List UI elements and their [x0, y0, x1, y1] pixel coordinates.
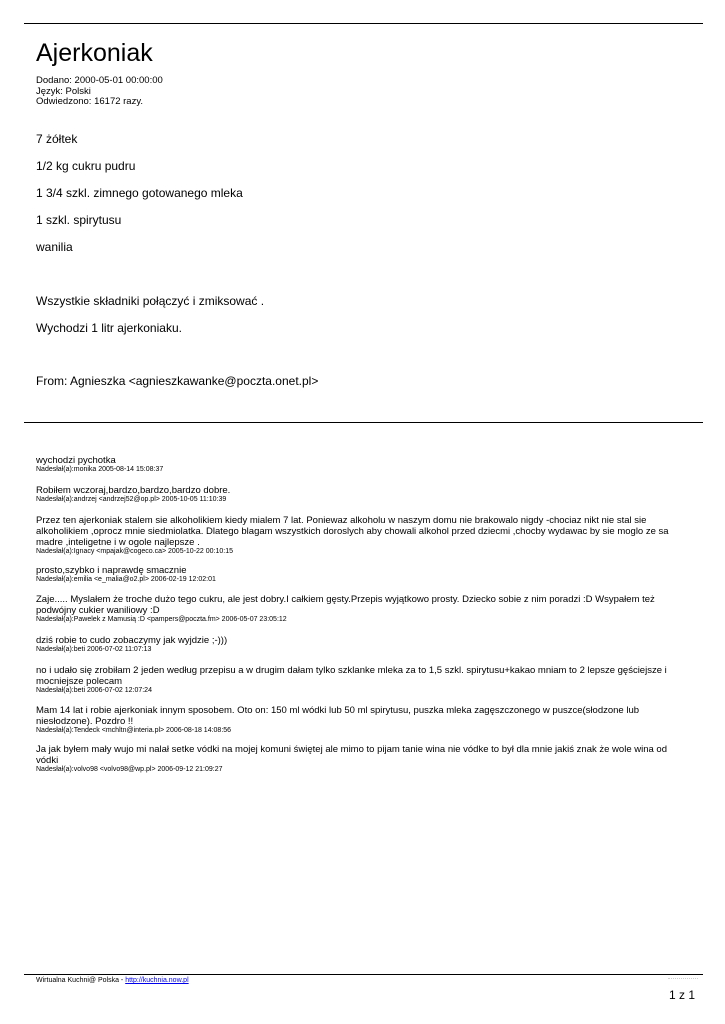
comment-signature: Nadesłał(a):beti 2006-07-02 11:07:13 [36, 646, 152, 653]
page-title: Ajerkoniak [36, 39, 153, 67]
comment [36, 635, 676, 654]
comment-signature: Nadesłał(a):volvo98 <volvo98@wp.pl> 2006-09-12 21:09:27 [36, 766, 223, 773]
meta-visited: Odwiedzono: 16172 razy. [36, 96, 144, 107]
ingredient-line: 1 szkl. spirytusu [36, 213, 122, 227]
comment-text: wychodzi pychotka [36, 455, 116, 466]
comment-text: Zaje..... Myslałem że troche dużo tego cukru, ale jest dobry.I całkiem gęsty.Przepis wyjątkowo prosty. Dziecko sobie z nim poradzi :D Wsypałem też podwójny cukier waniliowy :D [36, 594, 655, 616]
ingredient-line: 1 3/4 szkl. zimnego gotowanego mleka [36, 186, 243, 200]
ingredient-line: 1/2 kg cukru pudru [36, 159, 136, 173]
footer-site-link[interactable]: http://kuchnia.now.pl [125, 977, 189, 984]
instruction-line: Wszystkie składniki połączyć i zmiksować . [36, 294, 265, 308]
footer-rule [24, 974, 703, 975]
top-rule [24, 23, 703, 24]
comment [36, 455, 676, 474]
comment-text: no i udało się zrobiłam 2 jeden według przepisu a w drugim dałam tylko szklanke mleka za to 1,5 szkl. spirytusu+kakao mniam to 2 lepsze gęściejsze i mocniejsze polecam [36, 665, 667, 687]
comment-signature: Nadesłał(a):emilia <e_malia@o2.pl> 2006-02-19 12:02:01 [36, 576, 216, 583]
comment-signature: Nadesłał(a):Ignacy <mpajak@cogeco.ca> 2005-10-22 00:10:15 [36, 548, 234, 555]
instruction-line: Wychodzi 1 litr ajerkoniaku. [36, 321, 182, 335]
comment-text: Mam 14 lat i robie ajerkoniak innym sposobem. Oto on: 150 ml wódki lub 50 ml spirytusu, puszka mleka zagęszczonego w puszce(słodzone lub niesłodzone). Pozdro !! [36, 705, 640, 727]
footer-site-name: Wirtualna Kuchni@ Polska - [36, 977, 126, 984]
comment-signature: Nadesłał(a):Tendeck <mchltn@interia.pl> 2006-08-18 14:08:56 [36, 727, 232, 734]
footer-site [36, 977, 189, 985]
ingredient-line: 7 żółtek [36, 132, 78, 146]
comment-text: Przez ten ajerkoniak stalem sie alkoholikiem kiedy mialem 7 lat. Poniewaz alkoholu w naszym domu nie brakowalo nigdy -chociaz nikt nie stal sie alkoholikiem ,oprocz mnie siedmiolatka. Dlatego blagam wszystkich doroslych aby chowali alkohol przed dziecmi ,chocby wydawac by sie moglo ze sa madre ,inteligetne i w ogole najlepsze . [36, 515, 669, 548]
comment [36, 744, 676, 774]
comment [36, 665, 676, 695]
ingredient-line: wanilia [36, 240, 73, 254]
comment-text: dziś robie to cudo zobaczymy jak wyjdzie ;-))) [36, 635, 228, 646]
comment-text: Robiłem wczoraj,bardzo,bardzo,bardzo dobre. [36, 485, 231, 496]
comment-text: prosto,szybko i naprawdę smacznie [36, 565, 187, 576]
comment [36, 705, 676, 735]
comment-signature: Nadesłał(a):andrzej <andrzej52@op.pl> 2005-10-05 11:10:39 [36, 496, 227, 503]
footer-divider [668, 978, 698, 979]
comment [36, 565, 676, 584]
comment-signature: Nadesłał(a):beti 2006-07-02 12:07:24 [36, 687, 152, 694]
comment [36, 594, 676, 624]
comment [36, 515, 676, 556]
comment-signature: Nadesłał(a):Pawelek z Mamusią :D <pampers@poczta.fm> 2006-05-07 23:05:12 [36, 616, 287, 623]
comment-text: Ja jak byłem mały wujo mi nalał setke vódki na mojej komuni świętej ale mimo to pijam tanie wina nie vódke to był dla mnie jakiś znak że wole wina od vódki [36, 744, 667, 766]
section-rule [24, 422, 703, 423]
recipe-author: From: Agnieszka <agnieszkawanke@poczta.onet.pl> [36, 374, 319, 388]
meta-language: Język: Polski [36, 85, 91, 97]
meta-added: Dodano: 2000-05-01 00:00:00 [36, 75, 163, 86]
page-number: 1 z 1 [668, 988, 695, 1002]
comment-signature: Nadesłał(a):monika 2005-08-14 15:08:37 [36, 466, 164, 473]
recipe-meta [36, 76, 163, 108]
comment [36, 485, 676, 504]
